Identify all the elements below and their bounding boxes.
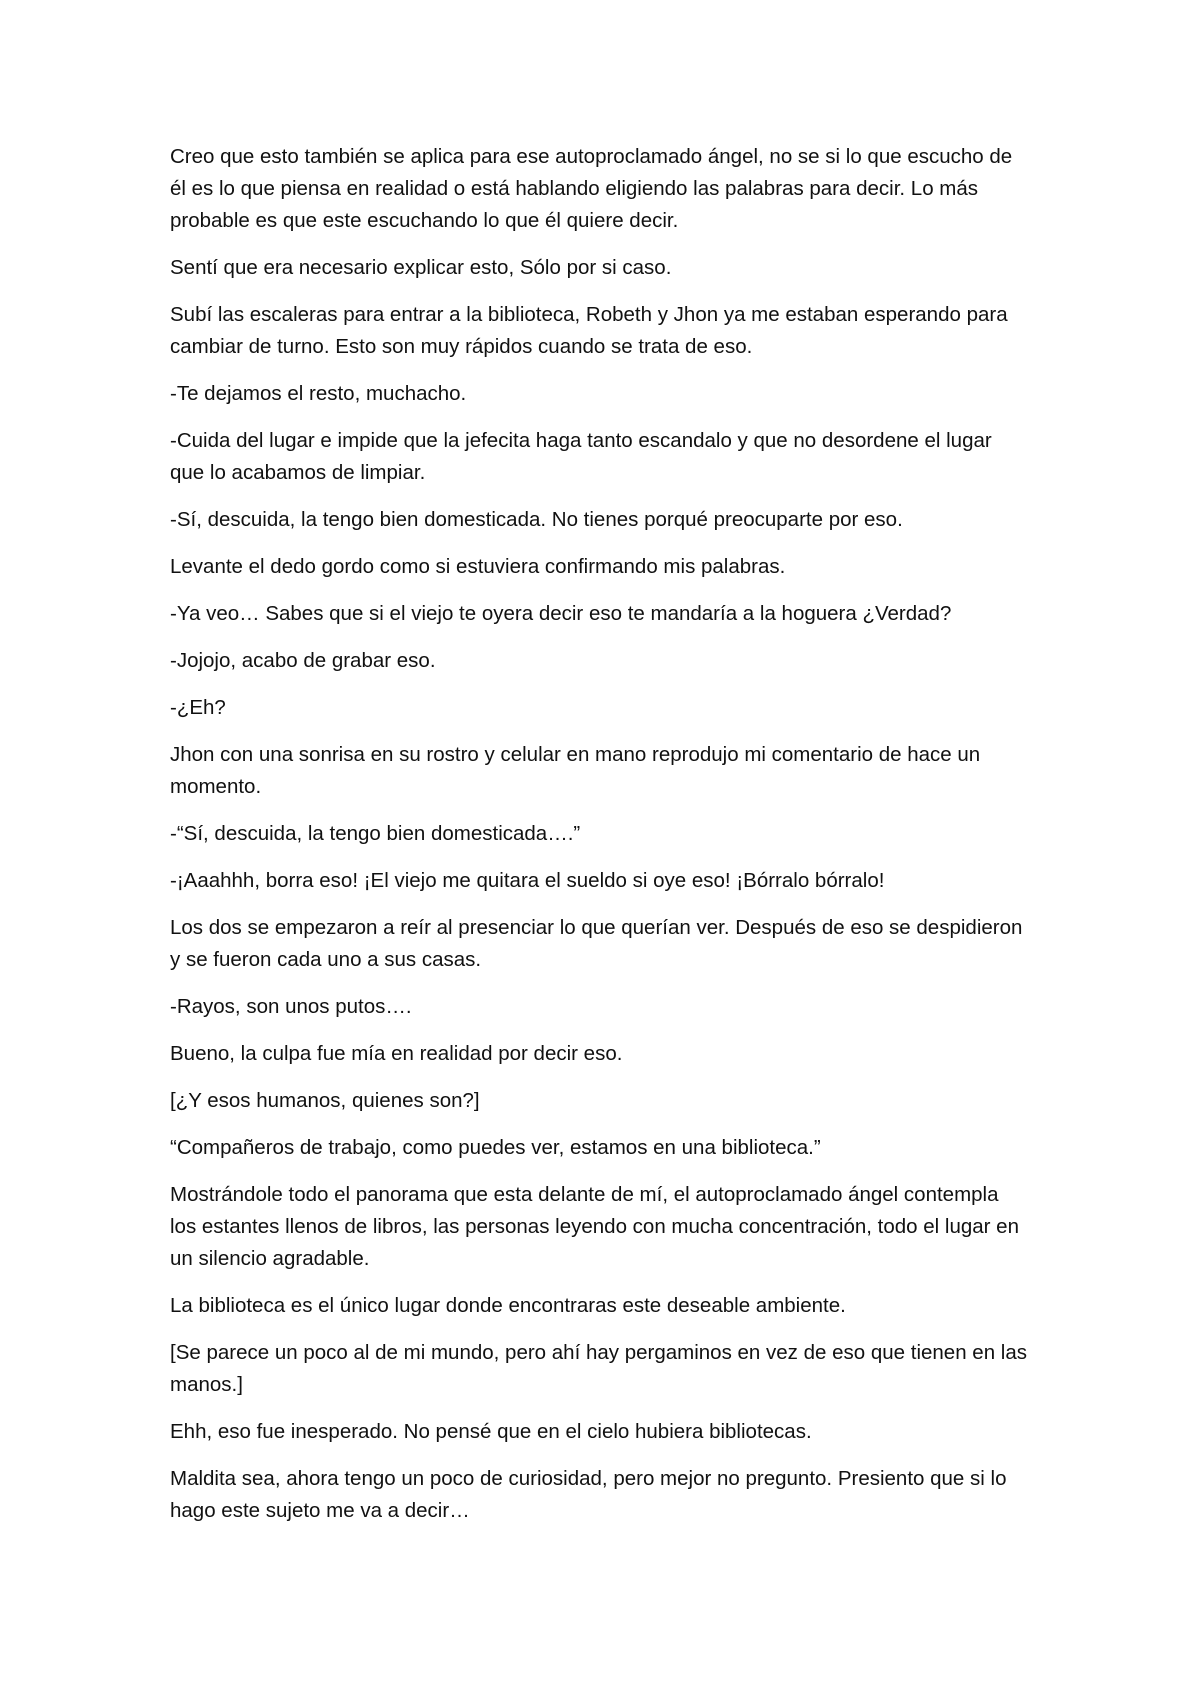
paragraph: La biblioteca es el único lugar donde encontraras este deseable ambiente. <box>170 1294 846 1317</box>
paragraph: Subí las escaleras para entrar a la biblioteca, Robeth y Jhon ya me estaban esperando para cambiar de turno. Esto son muy rápidos cuando se trata de eso. <box>170 303 1008 358</box>
paragraph: [Se parece un poco al de mi mundo, pero ahí hay pergaminos en vez de eso que tienen en las manos.] <box>170 1341 1028 1396</box>
paragraph: Levante el dedo gordo como si estuviera confirmando mis palabras. <box>170 555 786 578</box>
paragraph: -Sí, descuida, la tengo bien domesticada. No tienes porqué preocuparte por eso. <box>170 508 903 531</box>
paragraph: Creo que esto también se aplica para ese autoproclamado ángel, no se si lo que escucho de él es lo que piensa en realidad o está hablando eligiendo las palabras para decir. Lo más probable es que este escuchando lo que él quiere decir. <box>170 145 1013 232</box>
paragraph: -“Sí, descuida, la tengo bien domesticada….” <box>170 822 581 845</box>
paragraph: Los dos se empezaron a reír al presenciar lo que querían ver. Después de eso se despidieron y se fueron cada uno a sus casas. <box>170 916 1023 971</box>
paragraph: Maldita sea, ahora tengo un poco de curiosidad, pero mejor no pregunto. Presiento que si lo hago este sujeto me va a decir… <box>170 1467 1007 1522</box>
paragraph: -Cuida del lugar e impide que la jefecita haga tanto escandalo y que no desordene el lugar que lo acabamos de limpiar. <box>170 429 992 484</box>
paragraph: -Jojojo, acabo de grabar eso. <box>170 649 436 672</box>
paragraph: Ehh, eso fue inesperado. No pensé que en el cielo hubiera bibliotecas. <box>170 1420 812 1443</box>
body-text <box>170 141 1030 1542</box>
paragraph: Jhon con una sonrisa en su rostro y celular en mano reprodujo mi comentario de hace un momento. <box>170 743 981 798</box>
paragraph: Mostrándole todo el panorama que esta delante de mí, el autoproclamado ángel contempla los estantes llenos de libros, las personas leyendo con mucha concentración, todo el lugar en un silencio agradable. <box>170 1183 1019 1270</box>
paragraph: -¿Eh? <box>170 696 226 719</box>
paragraph: -Ya veo… Sabes que si el viejo te oyera decir eso te mandaría a la hoguera ¿Verdad? <box>170 602 952 625</box>
paragraph: -Te dejamos el resto, muchacho. <box>170 382 467 405</box>
paragraph: -¡Aaahhh, borra eso! ¡El viejo me quitara el sueldo si oye eso! ¡Bórralo bórralo! <box>170 869 885 892</box>
paragraph: -Rayos, son unos putos…. <box>170 995 412 1018</box>
paragraph: “Compañeros de trabajo, como puedes ver, estamos en una biblioteca.” <box>170 1136 821 1159</box>
paragraph: [¿Y esos humanos, quienes son?] <box>170 1089 480 1112</box>
paragraph: Bueno, la culpa fue mía en realidad por decir eso. <box>170 1042 623 1065</box>
paragraph: Sentí que era necesario explicar esto, Sólo por si caso. <box>170 256 672 279</box>
